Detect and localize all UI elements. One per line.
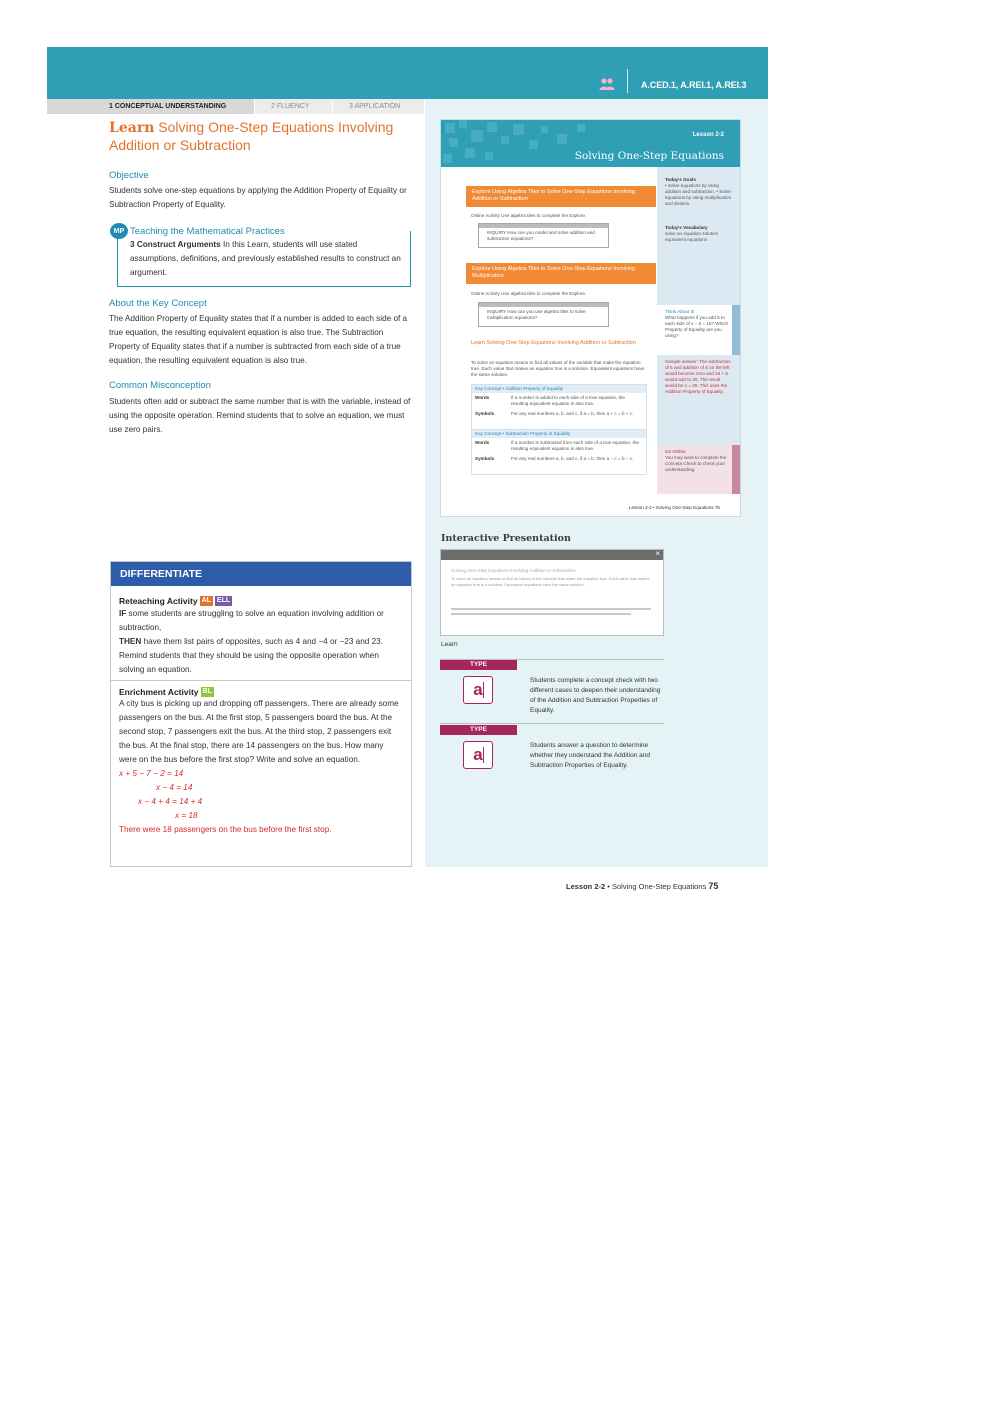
inquiry-box-1 [478,223,609,248]
mp-text [130,238,405,280]
differentiate-box [110,561,412,867]
thumbnail-title: Solving One-Step Equations [574,150,724,162]
type-answer-icon [463,741,493,769]
think-block [657,305,741,355]
goals-block [657,177,741,207]
header-divider [627,69,628,93]
goals-heading: Today's Goals [665,177,696,182]
page-footer [566,881,718,891]
enrichment-text: A city bus is picking up and dropping off passengers. There are already some passengers on the bus. At the first stop, 5 passengers board the bus. At the second stop, 7 passengers exit the bus. At the third stop, 2 passengers exit the bus. At the final stop, there are 14 passengers on the bus. How many were on the bus before the first stop? Write and solve an equation. [119,699,399,764]
presentation-screenshot [440,549,664,636]
type-letter-1: a [473,680,483,699]
think-accent [732,305,741,355]
differentiate-divider [111,680,411,681]
go-online-text: You may want to complete the Concept Check to check your understanding. [665,455,727,472]
online-activity-2: Online Activity Use algebra tiles to complete the Explore. [471,291,587,296]
think-question: What happens if you add 5 to each side of x − 5 = 15? Which Property of Equality are you using? [665,315,729,338]
sample-answer: Sample answer: The subtraction of 5 and addition of 5 on the left would become zero and 15 + 5 would add to 20. The result would be x = 20. This uses the Addition Property of Equality. [665,359,731,394]
reteaching-title: Reteaching Activity [119,596,198,606]
go-online-block [657,445,741,494]
solution-line-1: x + 5 − 7 − 2 = 14 [119,769,184,778]
kc1-words: If a number is added to each side of a true equation, the resulting equivalent equation is also true. [511,395,625,406]
objective-heading: Objective [109,170,149,181]
type-tag-1: TYPE [440,660,517,670]
kc1-symbols-label: Symbols [475,411,495,416]
inquiry-text-2: INQUIRY How can you use algebra tiles to solve multiplication equations? [487,309,586,320]
bl-badge: BL [202,688,212,695]
goals-text: • Solve equations by using addition and subtraction. • Solve equations by using multiplication and division. [665,183,732,206]
reteaching-heading [119,596,403,606]
thumbnail-learn-heading: Learn Solving One-Step Equations Involving Addition or Subtraction [471,340,636,346]
enrichment-section [111,687,411,837]
type-answer-icon [463,676,493,704]
al-badge: AL [201,597,211,604]
misconception-text: Students often add or subtract the same number that is with the variable, instead of using the opposite operation. Remind students that to solve an equation, we must use zero pairs. [109,397,411,434]
vocab-heading: Today's Vocabulary [665,225,708,230]
screenshot-text: To solve an equation means to find all values of the variable that make the equation true. Each value that makes an equation true is a solution. Equivalent equations have the same solution. [451,576,650,587]
kc2-symbols: For any real numbers a, b, and c, if a = b, then a − c = b − c. [511,456,634,461]
tab-application: 3 APPLICATION [333,99,425,114]
kc1-symbols: For any real numbers a, b, and c, if a = b, then a + c = b + c. [511,411,634,416]
key-concept-heading: About the Key Concept [109,298,207,309]
learn-label: Learn [109,120,155,136]
reteaching-if [119,607,403,635]
screenshot-topbar [441,550,663,560]
key-concept-table-2 [471,429,647,475]
mp-bold: 3 Construct Arguments [130,240,221,249]
page-title [109,119,414,154]
tab-conceptual-understanding: 1 CONCEPTUAL UNDERSTANDING [47,99,255,114]
mp-badge-icon: MP [110,223,128,239]
mp-title: Teaching the Mathematical Practices [130,226,289,237]
solution-line-3: x − 4 + 4 = 14 + 4 [138,797,203,806]
reteaching-then [119,635,403,677]
kc1-words-label: Words [475,395,490,400]
footer-title: Solving One-Step Equations [611,882,707,891]
ell-badge: ELL [216,597,231,604]
thumbnail-lesson: Lesson 2-2 [692,132,724,138]
kc2-words-row [472,438,646,454]
standards-label: A.CED.1, A.REI.1, A.REI.3 [641,80,747,90]
page-number: 75 [708,881,719,891]
ip-rule-2 [440,723,664,724]
inquiry-text-1: INQUIRY How can you model and solve addition and subtraction equations? [487,230,595,241]
go-online-heading: Go Online [665,449,686,454]
presentation-caption: Learn [441,641,458,648]
footer-lesson: Lesson 2-2 [566,882,606,891]
screenshot-title: Solving One-Step Equations Involving Addition or Subtraction [451,568,576,573]
stage-tabs [47,99,425,114]
type-description-2: Students answer a question to determine whether they understand the Addition and Subtraction Properties of Equality. [530,742,650,769]
inquiry-box-2 [478,302,609,327]
student-page-thumbnail [440,119,741,517]
thumbnail-footer: Lesson 2-2 • Solving One-Step Equations 75 [629,505,720,510]
kc2-symbols-row [472,454,646,464]
differentiate-heading: DIFFERENTIATE [111,562,411,586]
explore-bar-1: Explore Using Algebra Tiles to Solve One-Step Equations Involving Addition or Subtraction [466,186,656,207]
kc2-heading: Key Concept • Subtraction Property of Equality [472,430,646,438]
misconception-heading: Common Misconception [109,380,211,391]
kc1-symbols-row [472,409,646,419]
close-icon[interactable]: × [655,549,660,558]
vocab-text: solve an equation solution equivalent equations [665,231,719,242]
thumbnail-header [441,120,741,167]
thumbnail-sidebar [657,167,741,494]
explore-bar-2: Explore Using Algebra Tiles to Solve One-Step Equations Involving Multiplication [466,263,656,284]
solution-line-2: x − 4 = 14 [156,783,193,792]
thumbnail-learn-text: To solve an equation means to find all values of the variable that make the equation true. Each value that makes an equation true is a solution. Equivalent equations have the same solution. [471,360,645,377]
type-description-1: Students complete a concept check with two different cases to deepen their understanding of the Addition and Subtraction Properties of Equality. [530,677,661,714]
vocab-block [657,225,741,243]
mp-body: In this Learn, students will use stated assumptions, definitions, and previously established results to construct an argument. [130,240,401,277]
solution-line-4: x = 18 [175,811,198,820]
enrichment-title: Enrichment Activity [119,687,199,697]
kc1-heading: Key Concept • Addition Property of Equality [472,385,646,393]
footer-sep: • [605,882,612,891]
then-label: THEN [119,637,142,646]
kc1-words-row [472,393,646,409]
objective-text: Students solve one-step equations by applying the Addition Property of Equality or Subtraction Property of Equality. [109,186,407,209]
kc2-words-label: Words [475,440,490,445]
enrichment-heading [119,687,403,697]
then-text: have them list pairs of opposites, such as 4 and −4 or −23 and 23. Remind students that they should be using the opposite operation when solving an equation. [119,637,383,674]
type-tag-2: TYPE [440,725,517,735]
key-concept-text: The Addition Property of Equality states that if a number is added to each side of a true equation, the resulting equivalent equation is also true. The Subtraction Property of Equality states that if a number is subtracted from each side of a true equation, the resulting equivalent equation is also true. [109,314,408,365]
tab-fluency: 2 FLUENCY [255,99,333,114]
key-concept-table-1 [471,384,647,432]
solution-answer: There were 18 passengers on the bus before the first stop. [119,825,332,834]
group-icon [599,77,615,91]
if-text: some students are struggling to solve an equation involving addition or subtraction, [119,609,384,632]
online-activity-1: Online Activity Use algebra tiles to complete the Explore. [471,213,587,218]
interactive-heading: Interactive Presentation [441,533,571,544]
reteaching-section [111,596,411,677]
mp-box [117,231,411,287]
think-heading: Think About It! [665,309,695,314]
if-label: IF [119,609,127,618]
kc2-symbols-label: Symbols [475,456,495,461]
title-text: Solving One-Step Equations Involving Addition or Subtraction [109,119,394,153]
kc2-words: If a number is subtracted from each side of a true equation, the resulting equivalent equation is also true. [511,440,639,451]
go-online-accent [732,445,741,494]
header-band [47,47,768,99]
type-letter-2: a [473,745,483,764]
